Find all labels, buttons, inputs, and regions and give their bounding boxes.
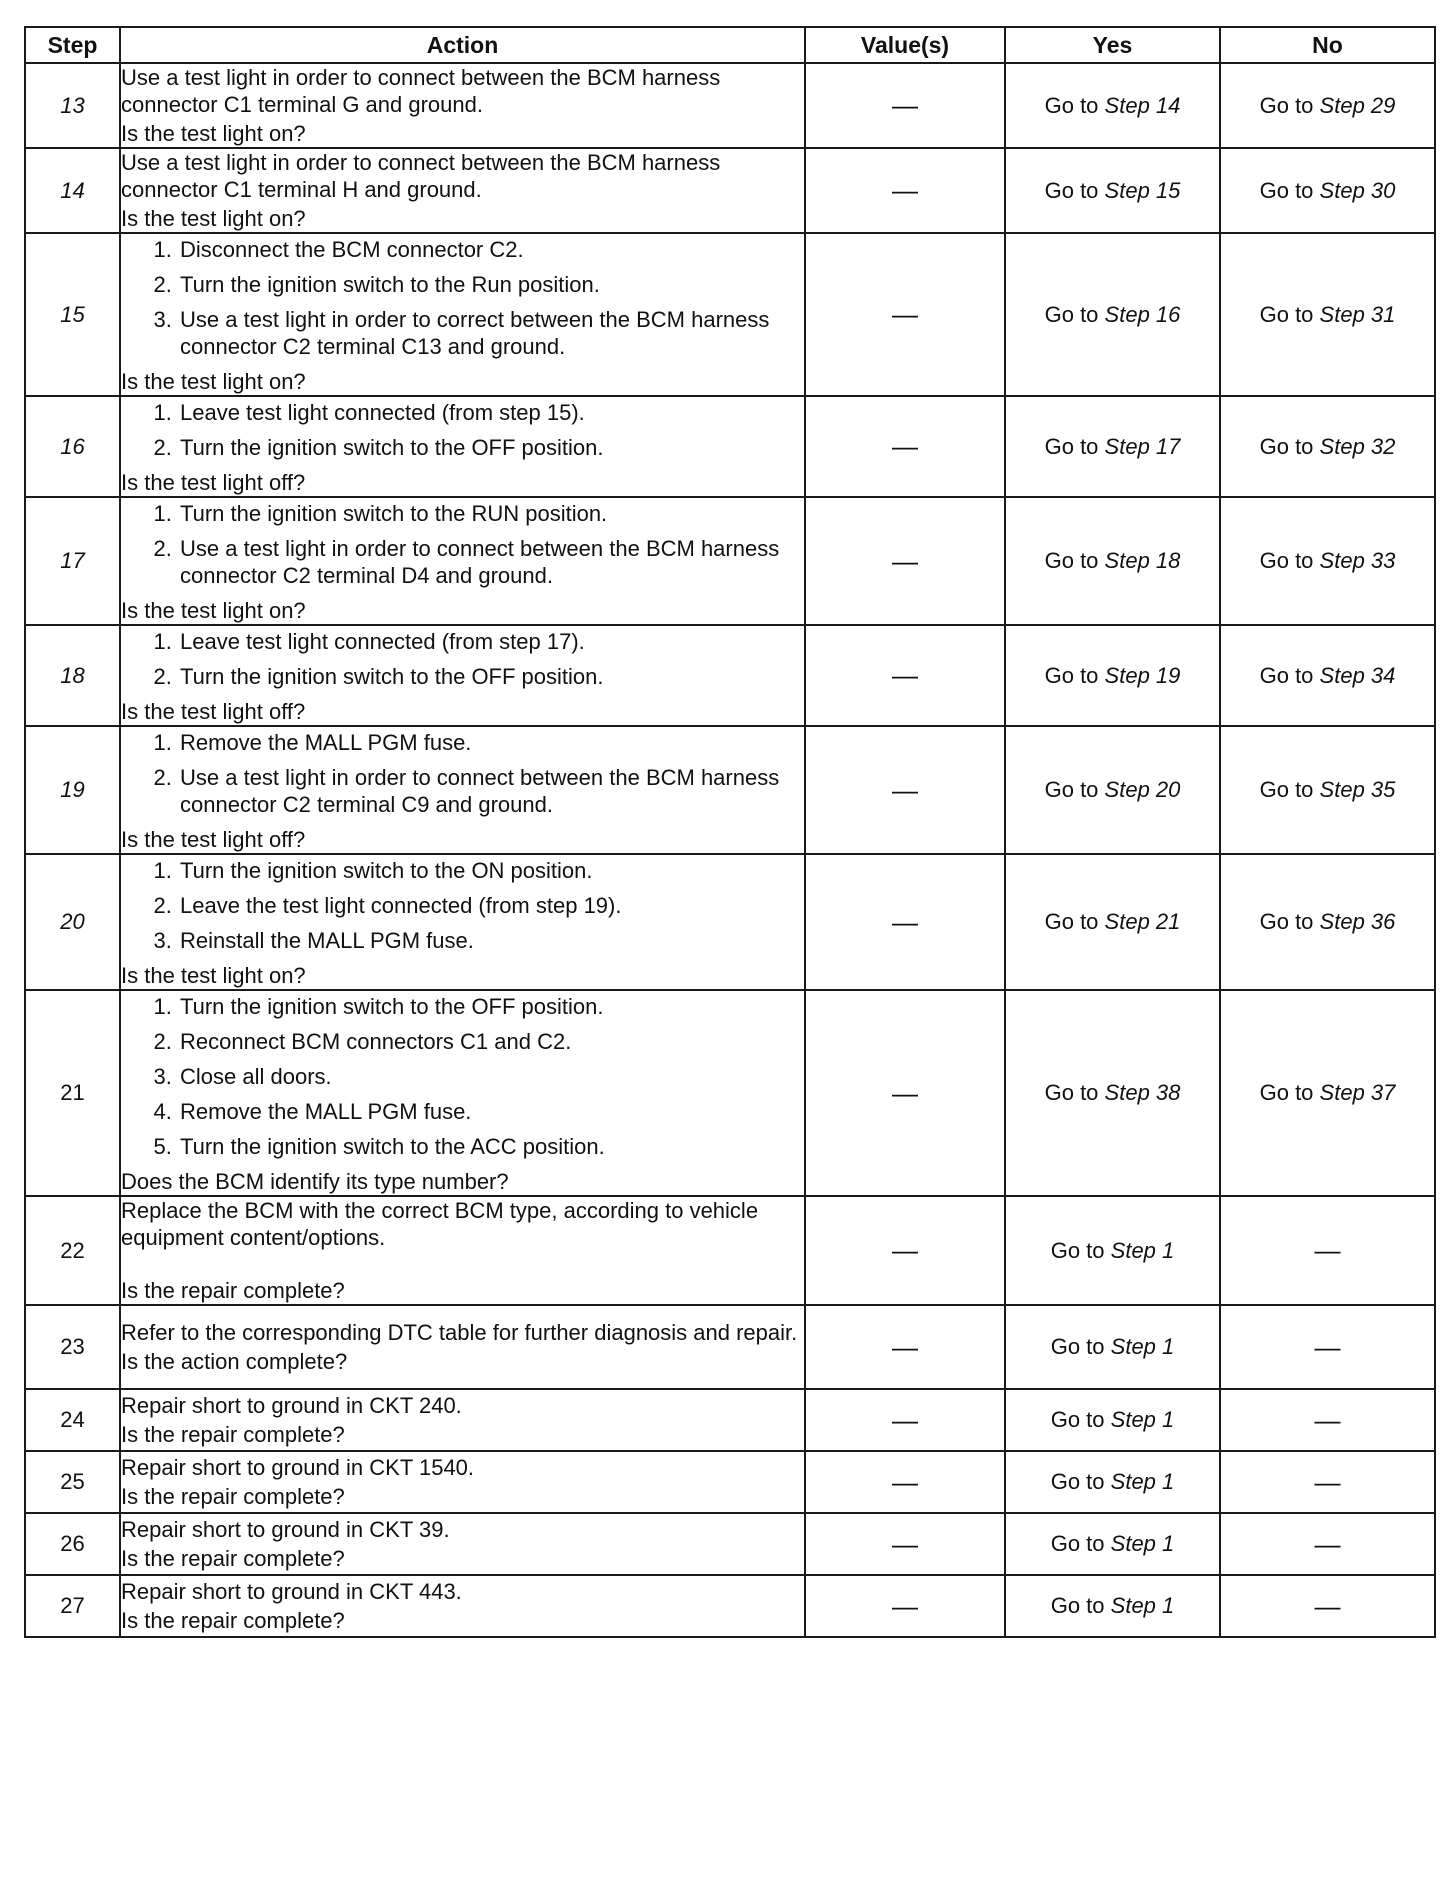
action-list: [121, 399, 804, 461]
no-cell-text: Go to: [1259, 1080, 1314, 1105]
action-list: [121, 628, 804, 690]
no-cell-text: —: [1314, 1235, 1341, 1265]
no-cell: [1220, 990, 1435, 1196]
table-row: [25, 233, 1435, 396]
no-cell-text: Go to: [1259, 433, 1314, 459]
no-cell: [1220, 1451, 1435, 1513]
value-cell: —: [805, 1196, 1005, 1305]
yes-cell: [1005, 1305, 1220, 1389]
yes-cell-text: Go to: [1044, 777, 1099, 802]
no-cell: [1220, 1513, 1435, 1575]
action-list: [121, 236, 804, 360]
no-cell-text: Go to: [1259, 177, 1314, 203]
yes-cell-text: Go to: [1050, 1531, 1105, 1556]
value-cell: —: [805, 1575, 1005, 1637]
value-cell: —: [805, 625, 1005, 726]
yes-cell: [1005, 1389, 1220, 1451]
table-row: [25, 63, 1435, 148]
action-list-item: 2. Use a test light in order to connect between the BCM harness connector C2 terminal C9 and ground.: [178, 764, 804, 818]
yes-cell-step: Step 21: [1104, 909, 1181, 934]
table-row: [25, 726, 1435, 854]
yes-cell-step: Step 16: [1104, 301, 1181, 327]
no-cell-text: —: [1314, 1590, 1341, 1621]
action-list: [121, 729, 804, 818]
action-question: Is the test light on?: [121, 206, 306, 231]
yes-cell-text: Go to: [1050, 1334, 1105, 1359]
value-cell: —: [805, 63, 1005, 148]
action-question: Is the repair complete?: [121, 1278, 345, 1303]
action-cell: [120, 148, 805, 233]
yes-cell: [1005, 63, 1220, 148]
action-question: Is the test light on?: [121, 369, 306, 394]
table-row: [25, 497, 1435, 625]
action-list-item: 1. Turn the ignition switch to the OFF position.: [178, 993, 804, 1020]
action-text: Refer to the corresponding DTC table for further diagnosis and repair.: [121, 1320, 798, 1345]
no-cell: [1220, 1305, 1435, 1389]
yes-cell-step: Step 17: [1104, 433, 1181, 459]
yes-cell-step: Step 14: [1104, 92, 1181, 118]
no-cell-step: Step 31: [1319, 301, 1396, 327]
yes-cell-text: Go to: [1044, 548, 1099, 573]
no-cell: [1220, 148, 1435, 233]
yes-cell-text: Go to: [1050, 1469, 1105, 1494]
value-cell: —: [805, 1305, 1005, 1389]
action-question: Is the repair complete?: [121, 1422, 345, 1447]
table-row: [25, 1513, 1435, 1575]
yes-cell: [1005, 396, 1220, 497]
action-question: Is the test light off?: [121, 470, 306, 495]
action-question: Is the repair complete?: [121, 1608, 345, 1633]
value-cell: —: [805, 726, 1005, 854]
action-list-item: 1. Leave test light connected (from step 17).: [178, 628, 804, 655]
value-cell: —: [805, 396, 1005, 497]
action-list-item: 1. Turn the ignition switch to the ON position.: [178, 857, 804, 884]
no-cell-text: Go to: [1259, 662, 1314, 688]
no-cell: [1220, 854, 1435, 990]
header-no: No: [1220, 27, 1435, 63]
yes-cell: [1005, 148, 1220, 233]
action-list-item: 3. Use a test light in order to correct between the BCM harness connector C2 terminal C13 and ground.: [178, 306, 804, 360]
yes-cell-text: Go to: [1044, 1080, 1099, 1105]
action-cell: [120, 726, 805, 854]
yes-cell-text: Go to: [1044, 177, 1099, 203]
table-row: [25, 854, 1435, 990]
action-cell: [120, 625, 805, 726]
value-cell: —: [805, 233, 1005, 396]
no-cell-step: Step 30: [1319, 177, 1396, 203]
header-step: Step: [25, 27, 120, 63]
yes-cell-text: Go to: [1044, 301, 1099, 327]
action-list-item: 2. Turn the ignition switch to the OFF position.: [178, 663, 804, 690]
yes-cell: [1005, 1196, 1220, 1305]
value-cell: —: [805, 1389, 1005, 1451]
action-text: Replace the BCM with the correct BCM type, according to vehicle equipment content/options.: [121, 1198, 759, 1250]
action-cell: [120, 1389, 805, 1451]
no-cell-step: Step 34: [1319, 662, 1396, 688]
yes-cell-step: Step 1: [1110, 1334, 1175, 1359]
action-list-item: 1. Remove the MALL PGM fuse.: [178, 729, 804, 756]
header-row: [25, 27, 1435, 63]
action-question: Is the test light on?: [121, 963, 306, 988]
yes-cell-text: Go to: [1050, 1593, 1105, 1618]
no-cell: [1220, 625, 1435, 726]
header-action: Action: [120, 27, 805, 63]
action-text: Repair short to ground in CKT 39.: [121, 1517, 450, 1542]
action-text: Use a test light in order to connect between the BCM harness connector C1 terminal H and ground.: [121, 150, 721, 202]
action-list-item: 1. Leave test light connected (from step 15).: [178, 399, 804, 426]
yes-cell-step: Step 19: [1104, 662, 1181, 688]
yes-cell: [1005, 990, 1220, 1196]
action-list-item: 2. Leave the test light connected (from step 19).: [178, 892, 804, 919]
action-cell: [120, 1196, 805, 1305]
yes-cell: [1005, 625, 1220, 726]
action-question: Is the test light off?: [121, 699, 306, 724]
action-list-item: 5. Turn the ignition switch to the ACC position.: [178, 1133, 804, 1160]
no-cell-step: Step 33: [1319, 548, 1396, 573]
yes-cell: [1005, 1513, 1220, 1575]
table-row: [25, 1451, 1435, 1513]
step-number: 13: [25, 63, 120, 148]
no-cell: [1220, 497, 1435, 625]
action-list-item: 4. Remove the MALL PGM fuse.: [178, 1098, 804, 1125]
action-list-item: 1. Disconnect the BCM connector C2.: [178, 236, 804, 263]
yes-cell: [1005, 854, 1220, 990]
step-number: 26: [25, 1513, 120, 1575]
action-list-item: 3. Close all doors.: [178, 1063, 804, 1090]
table-row: [25, 1575, 1435, 1637]
action-list-item: 1. Turn the ignition switch to the RUN position.: [178, 500, 804, 527]
step-number: 20: [25, 854, 120, 990]
step-number: 18: [25, 625, 120, 726]
value-cell: —: [805, 148, 1005, 233]
yes-cell-step: Step 18: [1104, 548, 1181, 573]
header-values: Value(s): [805, 27, 1005, 63]
action-text: Repair short to ground in CKT 240.: [121, 1393, 462, 1418]
action-question: Is the test light on?: [121, 598, 306, 623]
no-cell-step: Step 36: [1319, 909, 1396, 934]
no-cell-step: Step 29: [1319, 92, 1396, 118]
action-list: [121, 993, 804, 1160]
step-number: 24: [25, 1389, 120, 1451]
yes-cell: [1005, 1451, 1220, 1513]
no-cell-text: Go to: [1259, 909, 1314, 934]
action-cell: [120, 1575, 805, 1637]
step-number: 23: [25, 1305, 120, 1389]
yes-cell: [1005, 726, 1220, 854]
no-cell: [1220, 63, 1435, 148]
action-list-item: 2. Turn the ignition switch to the OFF position.: [178, 434, 804, 461]
yes-cell: [1005, 1575, 1220, 1637]
step-number: 17: [25, 497, 120, 625]
value-cell: —: [805, 1451, 1005, 1513]
value-cell: —: [805, 854, 1005, 990]
no-cell-text: —: [1314, 1528, 1341, 1559]
diagnostic-table: [24, 26, 1436, 1638]
action-question: Is the repair complete?: [121, 1484, 345, 1509]
action-cell: [120, 63, 805, 148]
table-row: [25, 1389, 1435, 1451]
no-cell-text: Go to: [1259, 301, 1314, 327]
step-number: 19: [25, 726, 120, 854]
action-cell: [120, 233, 805, 396]
yes-cell: [1005, 497, 1220, 625]
table-body: [25, 63, 1435, 1637]
action-list-item: 2. Use a test light in order to connect between the BCM harness connector C2 terminal D4 and ground.: [178, 535, 804, 589]
step-number: 21: [25, 990, 120, 1196]
yes-cell-text: Go to: [1044, 909, 1099, 934]
step-number: 27: [25, 1575, 120, 1637]
no-cell-text: Go to: [1259, 548, 1314, 573]
step-number: 15: [25, 233, 120, 396]
yes-cell-step: Step 1: [1110, 1237, 1175, 1263]
no-cell-text: —: [1314, 1404, 1341, 1435]
no-cell-text: Go to: [1259, 777, 1314, 802]
value-cell: —: [805, 497, 1005, 625]
action-question: Is the test light off?: [121, 827, 306, 852]
yes-cell-text: Go to: [1044, 433, 1099, 459]
yes-cell-step: Step 1: [1110, 1407, 1175, 1432]
table-row: [25, 148, 1435, 233]
step-number: 25: [25, 1451, 120, 1513]
table-row: [25, 1196, 1435, 1305]
yes-cell: [1005, 233, 1220, 396]
yes-cell-step: Step 38: [1104, 1080, 1181, 1105]
no-cell-step: Step 32: [1319, 433, 1396, 459]
action-question: Does the BCM identify its type number?: [121, 1169, 509, 1194]
action-cell: [120, 1451, 805, 1513]
no-cell: [1220, 1575, 1435, 1637]
action-question: Is the action complete?: [121, 1349, 348, 1374]
action-cell: [120, 1305, 805, 1389]
no-cell-text: Go to: [1259, 92, 1314, 118]
yes-cell-text: Go to: [1050, 1237, 1105, 1263]
yes-cell-step: Step 1: [1110, 1469, 1175, 1494]
action-cell: [120, 854, 805, 990]
no-cell: [1220, 1389, 1435, 1451]
table-row: [25, 625, 1435, 726]
action-text: Repair short to ground in CKT 1540.: [121, 1455, 475, 1480]
action-cell: [120, 1513, 805, 1575]
action-list-item: 2. Turn the ignition switch to the Run position.: [178, 271, 804, 298]
action-text: Use a test light in order to connect between the BCM harness connector C1 terminal G and ground.: [121, 65, 721, 117]
value-cell: —: [805, 990, 1005, 1196]
yes-cell-text: Go to: [1050, 1407, 1105, 1432]
yes-cell-step: Step 20: [1104, 777, 1181, 802]
action-cell: [120, 990, 805, 1196]
no-cell: [1220, 233, 1435, 396]
no-cell: [1220, 396, 1435, 497]
no-cell-step: Step 37: [1319, 1080, 1396, 1105]
action-question: Is the test light on?: [121, 121, 306, 146]
action-list-item: 2. Reconnect BCM connectors C1 and C2.: [178, 1028, 804, 1055]
yes-cell-step: Step 1: [1110, 1531, 1175, 1556]
action-cell: [120, 497, 805, 625]
yes-cell-step: Step 1: [1110, 1593, 1175, 1618]
step-number: 22: [25, 1196, 120, 1305]
action-list: [121, 857, 804, 954]
yes-cell-step: Step 15: [1104, 177, 1181, 203]
action-text: Repair short to ground in CKT 443.: [121, 1579, 462, 1604]
table-row: [25, 1305, 1435, 1389]
action-list: [121, 500, 804, 589]
action-list-item: 3. Reinstall the MALL PGM fuse.: [178, 927, 804, 954]
value-cell: —: [805, 1513, 1005, 1575]
yes-cell-text: Go to: [1044, 662, 1099, 688]
step-number: 14: [25, 148, 120, 233]
no-cell: [1220, 726, 1435, 854]
no-cell: [1220, 1196, 1435, 1305]
action-question: Is the repair complete?: [121, 1546, 345, 1571]
table-row: [25, 396, 1435, 497]
header-yes: Yes: [1005, 27, 1220, 63]
table-row: [25, 990, 1435, 1196]
no-cell-text: —: [1314, 1466, 1341, 1497]
yes-cell-text: Go to: [1044, 92, 1099, 118]
no-cell-step: Step 35: [1319, 777, 1396, 802]
step-number: 16: [25, 396, 120, 497]
no-cell-text: —: [1314, 1331, 1341, 1362]
action-cell: [120, 396, 805, 497]
